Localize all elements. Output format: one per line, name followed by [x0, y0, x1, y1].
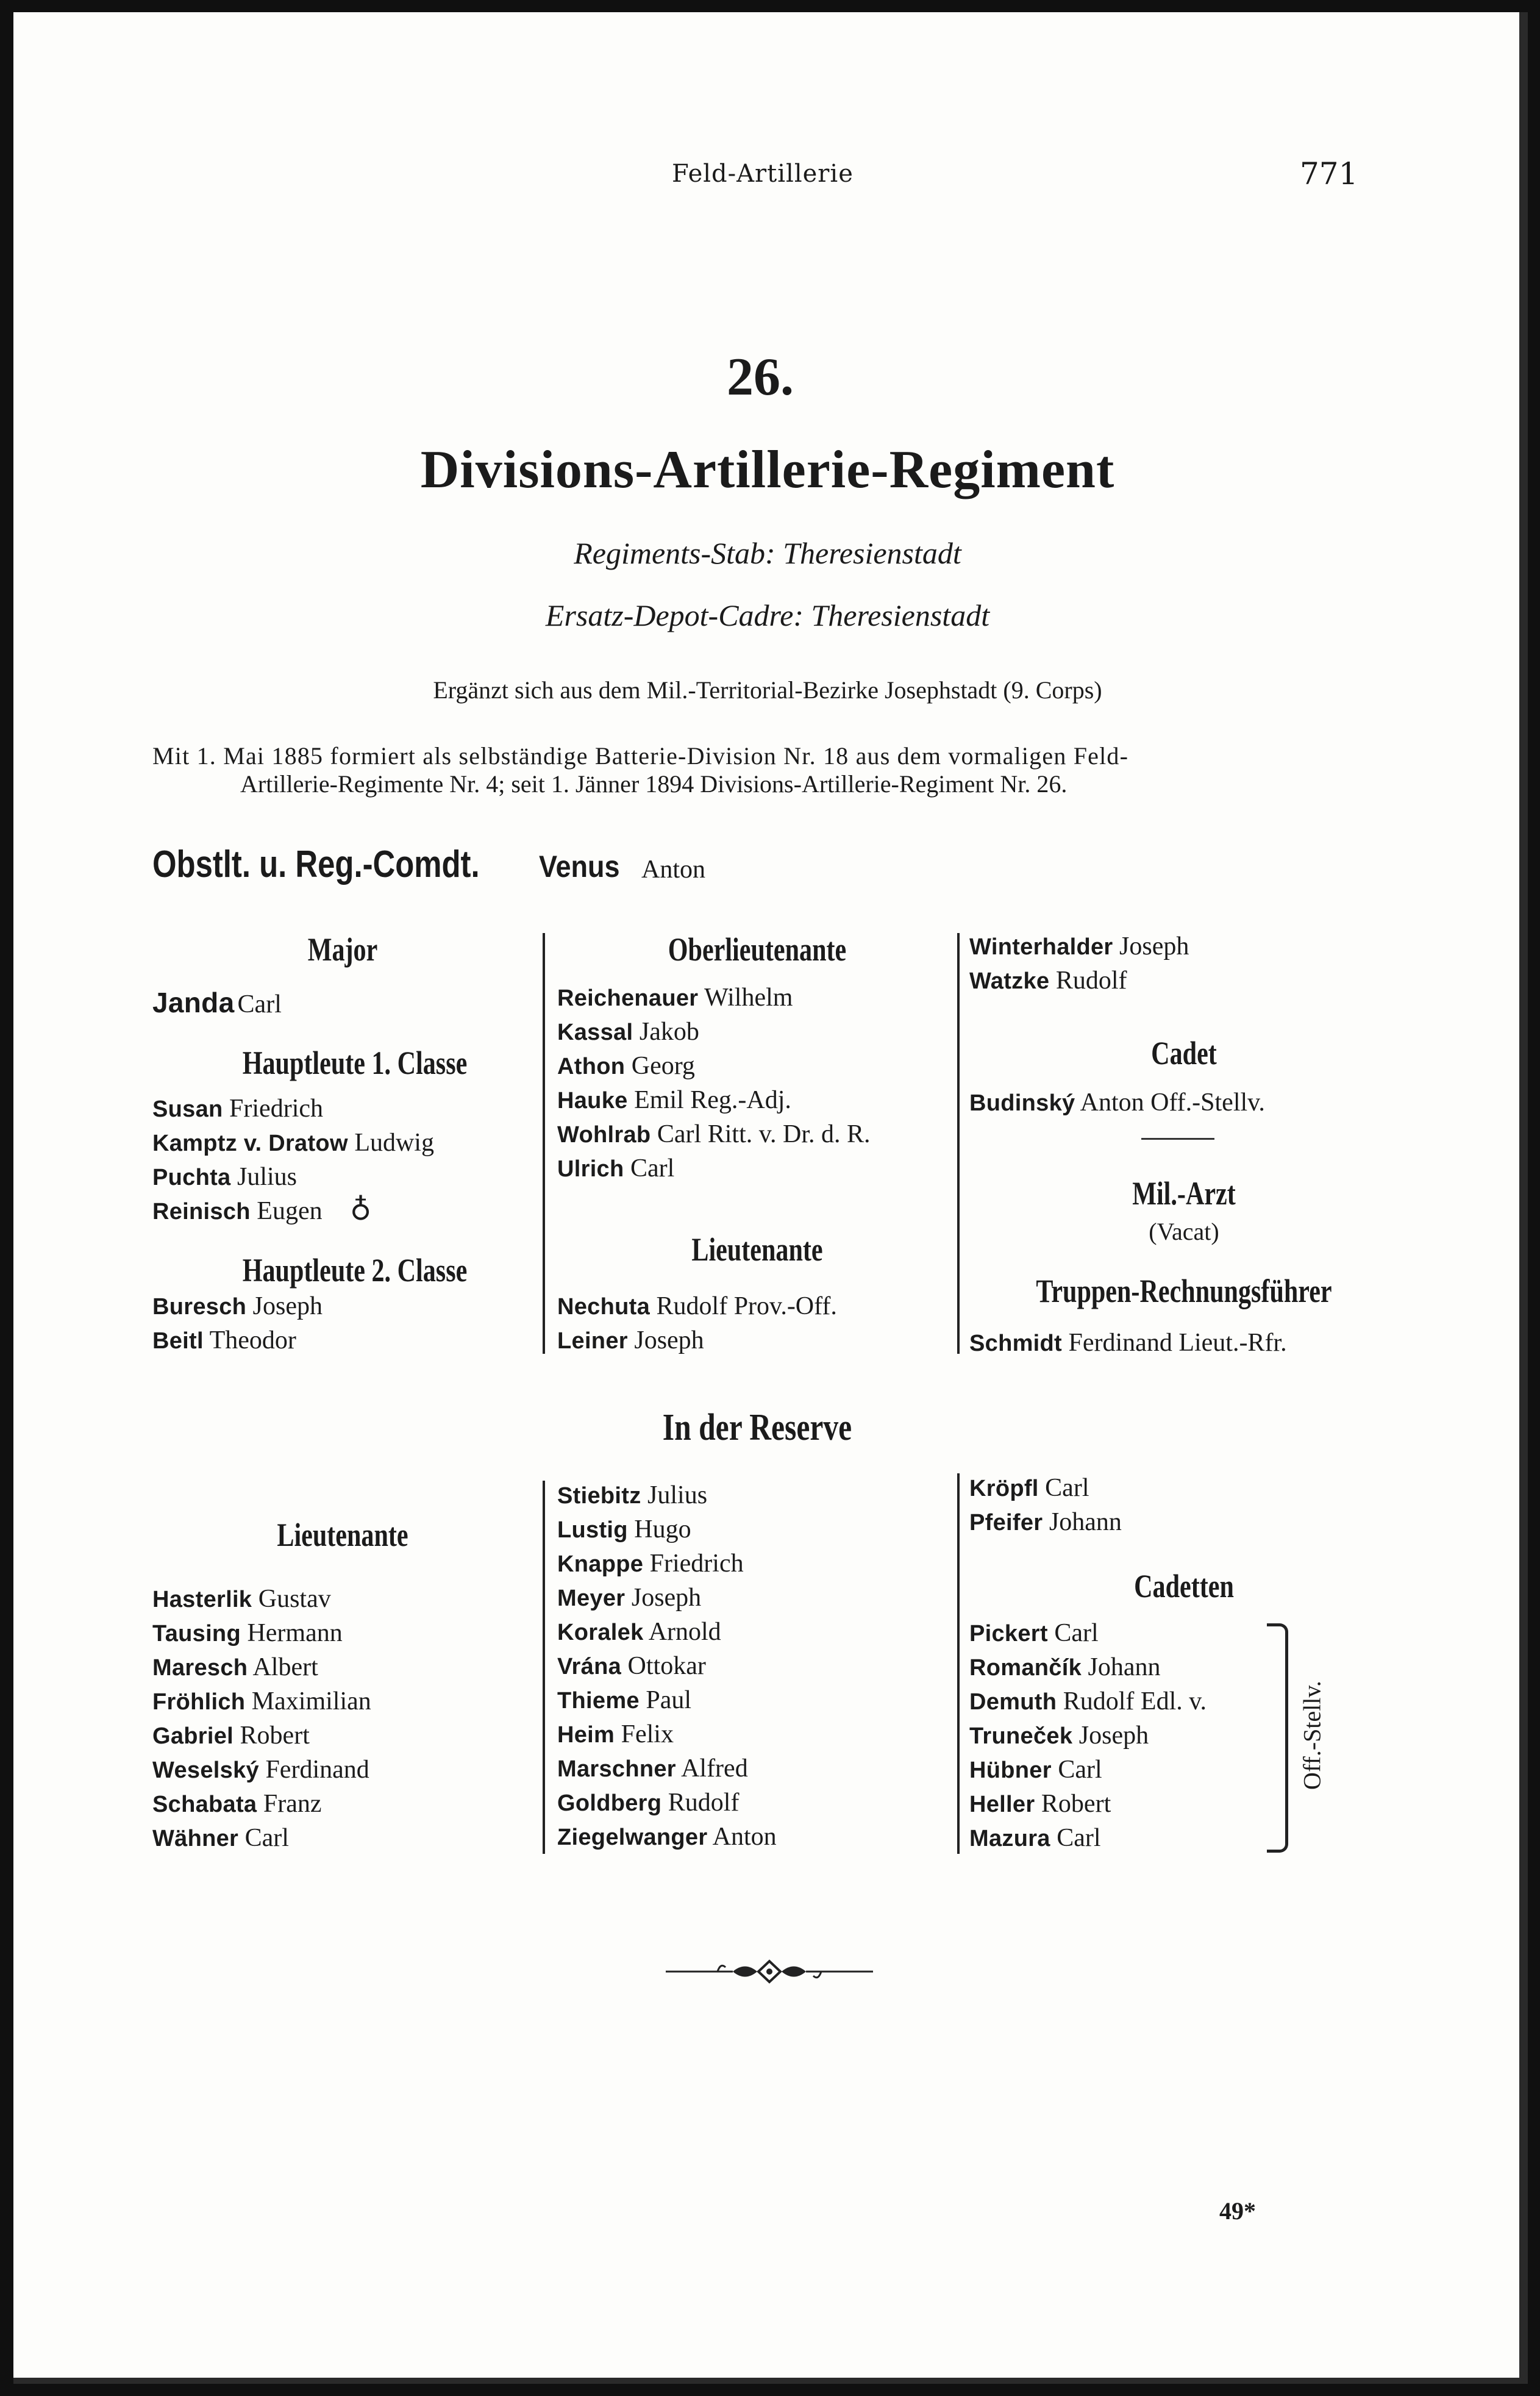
- surname: Kamptz v. Dratow: [152, 1131, 348, 1156]
- surname: Ulrich: [557, 1156, 624, 1182]
- surname: Leiner: [557, 1328, 628, 1354]
- surname: Truneček: [969, 1723, 1073, 1749]
- surname: Watzke: [969, 968, 1050, 994]
- surname: Marschner: [557, 1756, 676, 1782]
- surname: Koralek: [557, 1620, 644, 1645]
- given-name: Joseph: [246, 1292, 323, 1320]
- column-divider: [543, 933, 545, 1354]
- column-divider: [957, 933, 960, 1354]
- list-item: [969, 1787, 1111, 1821]
- list-item: [557, 1751, 748, 1786]
- lieutenante-heading: Lieutenante: [691, 1231, 823, 1268]
- list-item: [152, 1092, 323, 1126]
- list-item: [969, 1821, 1101, 1855]
- list-item: [152, 1718, 310, 1753]
- surname: Buresch: [152, 1294, 247, 1320]
- given-name: Theodor: [203, 1326, 296, 1354]
- surname: Budinský: [969, 1090, 1075, 1116]
- regiment-title: Divisions-Artillerie-Regiment: [420, 440, 1115, 499]
- surname: Thieme: [557, 1688, 640, 1714]
- list-item: [557, 1615, 721, 1649]
- surname: Weselský: [152, 1758, 259, 1783]
- list-item: [969, 929, 1189, 964]
- given-name: Hugo: [627, 1515, 691, 1543]
- surname: Reichenauer: [557, 985, 699, 1011]
- given-name: Robert: [1035, 1790, 1111, 1818]
- column-divider: [543, 1481, 545, 1854]
- list-item: [557, 1820, 777, 1854]
- given-name: Paul: [639, 1686, 692, 1714]
- given-name: Albert: [248, 1653, 318, 1681]
- divider-line: [1141, 1138, 1214, 1140]
- surname: Heim: [557, 1722, 615, 1748]
- surname: Hasterlik: [152, 1587, 252, 1612]
- given-name: Joseph: [625, 1584, 702, 1612]
- surname: Heller: [969, 1792, 1035, 1817]
- surname: Vrána: [557, 1654, 622, 1679]
- given-name: Ottokar: [621, 1652, 706, 1680]
- history-line-2: Artillerie-Regimente Nr. 4; seit 1. Jänner 1894 Divisions-Artillerie-Regiment Nr. 26.: [240, 770, 1068, 798]
- list-item: [557, 981, 793, 1015]
- given-name: Ferdinand Lieut.-Rfr.: [1062, 1329, 1287, 1357]
- surname: Puchta: [152, 1165, 231, 1190]
- surname: Fröhlich: [152, 1689, 246, 1715]
- decoration-icon: ♁: [350, 1193, 372, 1227]
- list-item: [152, 1289, 323, 1323]
- surname: Tausing: [152, 1621, 241, 1647]
- surname: Maresch: [152, 1655, 248, 1681]
- list-item: [969, 964, 1127, 998]
- given-name: Ludwig: [348, 1129, 434, 1157]
- surname: Meyer: [557, 1586, 626, 1611]
- column-divider: [957, 1473, 960, 1854]
- surname: Hübner: [969, 1758, 1052, 1783]
- cadetten-heading: Cadetten: [1134, 1568, 1234, 1604]
- surname: Susan: [152, 1096, 223, 1122]
- surname: Beitl: [152, 1328, 204, 1354]
- surname: Kröpfl: [969, 1476, 1039, 1501]
- list-item: [557, 1786, 739, 1820]
- list-item: [152, 1616, 343, 1650]
- given-name: Georg: [625, 1052, 695, 1080]
- document-page: [13, 12, 1528, 2384]
- running-title: Feld-Artillerie: [672, 160, 854, 188]
- list-item: Janda Carl: [152, 987, 282, 1018]
- arzt-heading: Mil.-Arzt: [1132, 1175, 1236, 1212]
- given-name: Friedrich: [643, 1550, 744, 1578]
- commander-given: Anton: [641, 856, 705, 884]
- list-item: [152, 1160, 297, 1194]
- oberlieutenante-heading: Oberlieutenante: [668, 931, 847, 968]
- surname: Demuth: [969, 1689, 1057, 1715]
- list-item: [969, 1684, 1207, 1718]
- given-name: Emil Reg.-Adj.: [627, 1086, 791, 1114]
- hauptleute2-heading: Hauptleute 2. Classe: [242, 1252, 468, 1289]
- given-name: Rudolf: [661, 1789, 740, 1817]
- list-item: [969, 1753, 1102, 1787]
- surname: Athon: [557, 1054, 626, 1079]
- given-name: Gustav: [252, 1585, 331, 1613]
- list-item: [557, 1117, 871, 1151]
- surname: Knappe: [557, 1551, 644, 1577]
- given-name: Arnold: [643, 1618, 721, 1646]
- given-name: Johann: [1082, 1653, 1161, 1681]
- list-item: [557, 1015, 699, 1049]
- brace: [1267, 1623, 1288, 1853]
- given-name: Joseph: [1072, 1722, 1149, 1750]
- commander-title: Obstlt. u. Reg.-Comdt.: [152, 843, 480, 885]
- given-name: Maximilian: [245, 1687, 371, 1715]
- list-item: [152, 1684, 371, 1718]
- list-item: [969, 1650, 1161, 1684]
- given-name: Franz: [257, 1790, 322, 1818]
- given-name: Jakob: [633, 1018, 699, 1046]
- surname: Reinisch: [152, 1199, 251, 1225]
- given-name: Carl: [1038, 1474, 1089, 1502]
- given-name: Rudolf Prov.-Off.: [650, 1292, 837, 1320]
- given-name: Carl: [1051, 1756, 1102, 1784]
- arzt-vacat: (Vacat): [1149, 1218, 1219, 1245]
- list-item: [557, 1289, 837, 1323]
- surname: Mazura: [969, 1826, 1050, 1851]
- list-item: [969, 1085, 1265, 1120]
- given-name: Julius: [230, 1163, 298, 1191]
- regiments-stab: Regiments-Stab: Theresienstadt: [574, 536, 961, 570]
- surname: Romančík: [969, 1655, 1082, 1681]
- surname: Gabriel: [152, 1723, 234, 1749]
- given-name: Anton: [707, 1823, 777, 1851]
- given-name: Carl: [1047, 1619, 1099, 1647]
- list-item: [152, 1650, 318, 1684]
- surname: Goldberg: [557, 1790, 662, 1816]
- surname: Lustig: [557, 1517, 628, 1543]
- given-name: Carl Ritt. v. Dr. d. R.: [651, 1120, 871, 1148]
- ersatz-depot: Ersatz-Depot-Cadre: Theresienstadt: [545, 598, 990, 632]
- list-item: [969, 1718, 1149, 1753]
- given-name: Felix: [615, 1720, 674, 1748]
- given-name: Hermann: [240, 1619, 343, 1647]
- surname: Hauke: [557, 1088, 628, 1114]
- list-item: [557, 1083, 791, 1117]
- brace-label: Off.-Stellv.: [1298, 1681, 1326, 1790]
- given-name: Rudolf Edl. v.: [1057, 1687, 1207, 1715]
- list-item: [152, 1323, 296, 1357]
- list-item: [557, 1683, 691, 1717]
- list-item: [557, 1581, 701, 1615]
- truppen-heading: Truppen-Rechnungsführer: [1036, 1273, 1332, 1309]
- given-name: Ferdinand: [258, 1756, 369, 1784]
- given-name: Joseph: [627, 1326, 704, 1354]
- surname: Kassal: [557, 1020, 633, 1045]
- surname: Pfeifer: [969, 1510, 1043, 1536]
- surname: Winterhalder: [969, 934, 1113, 960]
- list-item: [557, 1478, 707, 1512]
- given-name: Johann: [1043, 1508, 1122, 1536]
- surname: Stiebitz: [557, 1483, 641, 1509]
- given-name: Joseph: [1113, 932, 1189, 960]
- list-item: [152, 1821, 289, 1855]
- regiment-number: 26.: [727, 348, 794, 407]
- hauptleute1-heading: Hauptleute 1. Classe: [242, 1045, 468, 1081]
- major-heading: Major: [307, 931, 378, 968]
- list-item: [969, 1471, 1089, 1505]
- surname: Nechuta: [557, 1294, 651, 1320]
- ornament-icon: [660, 1956, 879, 1987]
- list-item: [557, 1049, 695, 1083]
- history-line-1: Mit 1. Mai 1885 formiert als selbständige Batterie-Division Nr. 18 aus dem vormaligen Feld-: [152, 742, 1129, 770]
- given-name: Carl: [624, 1154, 675, 1182]
- commander-surname: Venus: [539, 849, 620, 884]
- given-name: Robert: [233, 1722, 310, 1750]
- given-name: Alfred: [676, 1754, 748, 1783]
- list-item: [557, 1323, 704, 1357]
- list-item: [557, 1649, 706, 1683]
- reserve-heading: In der Reserve: [662, 1407, 852, 1448]
- surname: Ziegelwanger: [557, 1825, 708, 1850]
- list-item: [152, 1126, 434, 1160]
- given-name: Wilhelm: [698, 984, 793, 1012]
- surname: Wähner: [152, 1826, 239, 1851]
- surname: Schmidt: [969, 1331, 1063, 1356]
- page-number: 771: [1300, 156, 1358, 191]
- given-name: Friedrich: [223, 1095, 323, 1123]
- cadet-heading: Cadet: [1151, 1035, 1217, 1071]
- list-item: [557, 1717, 674, 1751]
- given-name: Eugen: [250, 1197, 323, 1225]
- given-name: Julius: [641, 1481, 708, 1509]
- surname: Wohlrab: [557, 1122, 651, 1148]
- reserve-lieutenante-heading: Lieutenante: [277, 1517, 408, 1553]
- list-item: [969, 1616, 1099, 1650]
- given-name: Rudolf: [1049, 967, 1127, 995]
- list-item: [152, 1787, 322, 1821]
- list-item: [152, 1753, 369, 1787]
- list-item: [557, 1547, 744, 1581]
- list-item: [557, 1151, 674, 1185]
- given-name: Anton Off.-Stellv.: [1075, 1089, 1265, 1117]
- given-name: Carl: [238, 1824, 289, 1852]
- list-item: [969, 1505, 1122, 1539]
- list-item: [152, 1582, 331, 1616]
- signature-mark: 49*: [1219, 2197, 1256, 2225]
- surname: Schabata: [152, 1792, 257, 1817]
- list-item: [557, 1512, 691, 1547]
- surname: Pickert: [969, 1621, 1048, 1647]
- list-item: [152, 1194, 323, 1228]
- given-name: Carl: [1050, 1824, 1101, 1852]
- erganzt-line: Ergänzt sich aus dem Mil.-Territorial-Bezirke Josephstadt (9. Corps): [433, 676, 1102, 704]
- list-item: [969, 1326, 1287, 1360]
